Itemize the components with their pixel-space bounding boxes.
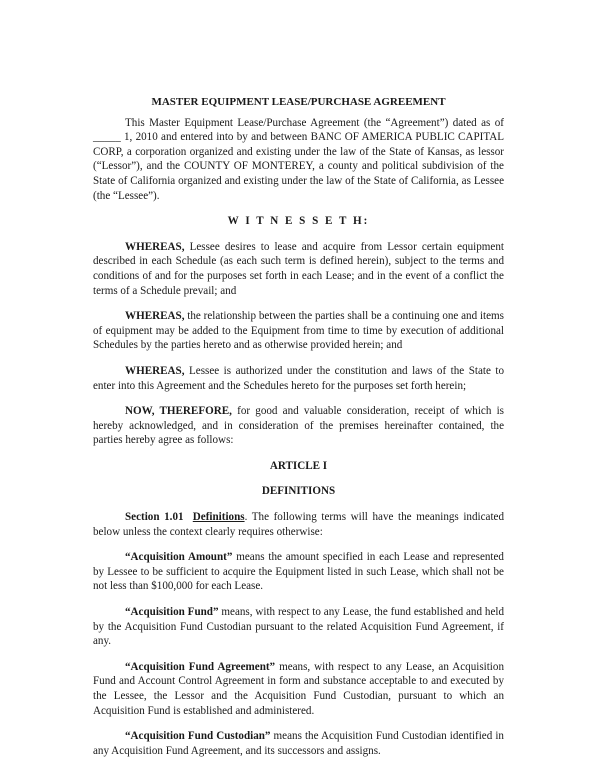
recital-paragraph [93,309,504,353]
definition-text: means, with respect to any Lease, an Acquisition Fund and Account Control Agreement in form and substance acceptable to and executed by the Lessee, the Lessor and the Acquisition Fund Custodian, pursuant to which an Acquisition Fund is established and administered. [93,660,504,717]
intro-paragraph: This Master Equipment Lease/Purchase Agreement (the “Agreement”) dated as of _____ 1, 2010 and entered into by and between BANC OF AMERICA PUBLIC CAPITAL CORP, a corporation organized and existing under the law of the State of Kansas, as lessor (“Lessor”), and the COUNTY OF MONTEREY, a county and political subdivision of the State of California organized and existing under the law of the State of California, as Lessee (the “Lessee”). [93,116,504,202]
section-heading: Definitions [192,511,245,524]
definition-term: “Acquisition Fund Agreement” [125,660,276,673]
recital-text: for good and valuable consideration, receipt of which is hereby acknowledged, and in consideration of the premises hereinafter contained, the parties hereby agree as follows: [93,405,504,447]
definition-term: “Acquisition Fund Custodian” [125,730,271,743]
definition-paragraph [93,729,504,758]
definition-text: means the amount specified in each Lease and represented by Lessee to be sufficient to acquire the Equipment listed in such Lease, which shall not be not less than $100,000 for each Lease. [93,551,504,593]
article-heading: ARTICLE I [269,459,328,472]
definition-text: means the Acquisition Fund Custodian identified in any Acquisition Fund Agreement, and its successors and assigns. [93,730,504,757]
article-title: DEFINITIONS [261,485,336,498]
definition-paragraph [93,550,504,594]
recital-lead: WHEREAS, [125,310,185,323]
recital-lead: WHEREAS, [125,364,185,377]
definition-text: means, with respect to any Lease, the fund established and held by the Acquisition Fund Custodian pursuant to the related Acquisition Fund Agreement, if any. [93,606,505,648]
recital-lead: WHEREAS, [125,240,185,253]
document-title: MASTER EQUIPMENT LEASE/PURCHASE AGREEMENT [151,96,446,108]
recital-lead: NOW, THEREFORE, [125,405,232,418]
recital-paragraph [93,364,504,393]
recital-text: Lessee desires to lease and acquire from Lessor certain equipment described in each Schedule (as each such term is defined herein), subject to the terms and conditions of and for the purposes set forth in each Lease; and in the event of a conflict the terms of a Schedule prevail; and [93,240,504,297]
section-text: . The following terms will have the meanings indicated below unless the context clearly requires otherwise: [93,511,505,538]
recital-paragraph [93,404,504,448]
section-number: Section 1.01 [125,511,184,524]
witnesseth-heading: W I T N E S S E T H: [227,215,370,228]
section-paragraph [93,510,504,539]
definition-term: “Acquisition Fund” [125,606,219,619]
definition-paragraph [93,660,504,718]
recital-text: the relationship between the parties shall be a continuing one and items of equipment may be added to the Equipment from time to time by execution of additional Schedules by the parties hereto and as otherwise provided herein; and [93,310,504,352]
definition-term: “Acquisition Amount” [125,551,233,564]
recital-text: Lessee is authorized under the constitution and laws of the State to enter into this Agreement and the Schedules hereto for the purposes set forth herein; [93,364,504,392]
definition-paragraph [93,605,504,649]
recital-paragraph [93,240,504,298]
